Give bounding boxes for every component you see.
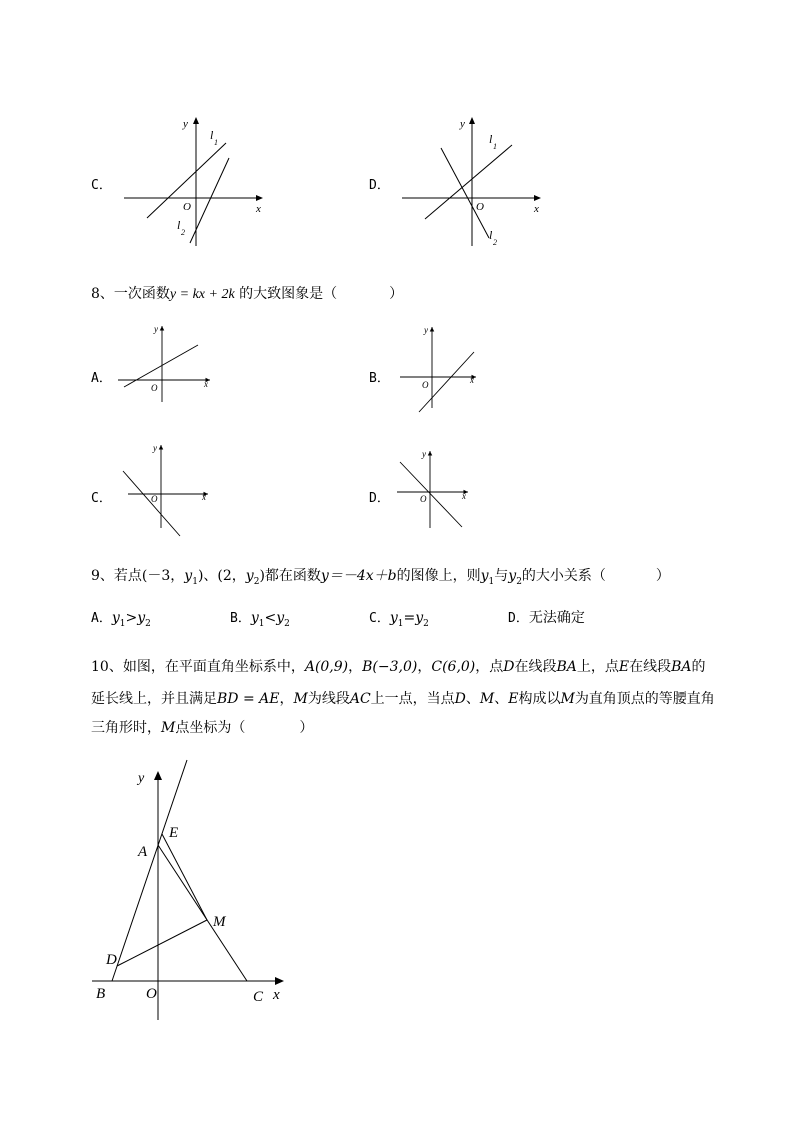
x-axis-label: x (204, 379, 208, 389)
origin-label: O (151, 494, 158, 504)
origin-label: O (422, 380, 429, 390)
subscript: 1 (192, 576, 198, 587)
fig-label-o: O (146, 986, 157, 1002)
stem-text: 一次函数 (113, 286, 170, 302)
y1: y (111, 610, 120, 626)
point-c: C(6,0) (431, 659, 476, 675)
q8-option-a-label[interactable]: A． (91, 371, 112, 386)
condition: BD = AE (217, 691, 280, 707)
subscript: 2 (284, 618, 290, 629)
relation: > (125, 610, 138, 626)
stem-text: 在线段 (514, 659, 557, 675)
stem-text: 、 (465, 691, 480, 707)
question-number: 9、 (91, 568, 114, 584)
y1: y (250, 610, 259, 626)
y1: y (389, 610, 398, 626)
l2-label: l (489, 228, 493, 242)
fig-label-x: x (273, 987, 280, 1003)
comma: ， (348, 659, 363, 675)
l1-subscript: 1 (493, 142, 497, 151)
subscript: 2 (423, 618, 429, 629)
x-axis-label: x (202, 492, 206, 502)
q8-option-c-label[interactable]: C． (91, 491, 112, 506)
stem-text: 在线段 (629, 659, 672, 675)
stem-text: 与 (494, 568, 509, 584)
y-axis-label: y (183, 118, 188, 130)
origin-label: O (151, 383, 158, 393)
relation: = (403, 610, 416, 626)
option-label: D． (508, 611, 529, 626)
paren-close: ） (389, 286, 404, 302)
formula: y = kx + 2k (169, 287, 235, 302)
stem-text: 为线段 (307, 691, 350, 707)
point-e: E (508, 691, 519, 707)
fig-label-b: B (96, 986, 106, 1002)
point-e: E (618, 659, 630, 675)
comma: ， (417, 659, 432, 675)
line-ba-extended (112, 760, 187, 981)
point-b: B(−3,0) (362, 659, 418, 675)
subscript: 2 (516, 576, 522, 587)
stem-text: 、 (494, 691, 509, 707)
point-m: M (293, 691, 308, 707)
x-axis-label: x (470, 375, 474, 385)
subscript: 2 (253, 576, 260, 587)
point-m: M (161, 720, 176, 736)
subscript: 1 (119, 618, 126, 629)
stem-text: 点 (489, 659, 504, 675)
formula: y＝－4x＋b (320, 568, 397, 584)
l2-label: l (177, 218, 181, 232)
stem-text: )都在函数 (259, 568, 321, 584)
y1: y (480, 568, 489, 584)
fig-label-m: M (213, 914, 226, 930)
stem-text: 如图，在平面直角坐标系中， (122, 659, 305, 675)
y2: y (276, 610, 285, 626)
point-a: A(0,9) (304, 659, 349, 675)
stem-text: 延长线上，并且满足 (91, 691, 217, 707)
stem-text: 若点(－3， (113, 568, 185, 584)
l1-subscript: 1 (214, 138, 218, 147)
stem-text: 上一点，当点 (370, 691, 455, 707)
option-text: 无法确定 (528, 610, 585, 626)
subscript: 1 (397, 618, 404, 629)
point-d: D (454, 691, 466, 707)
y2: y (137, 610, 146, 626)
y-axis-label: y (154, 324, 158, 334)
paren-close: ） (655, 568, 670, 584)
point-m: M (479, 691, 495, 707)
y1: y (184, 568, 193, 584)
stem-text: 为直角顶点的等腰直角 (574, 691, 715, 707)
fig-label-e: E (169, 825, 179, 841)
segment-ac (158, 845, 247, 981)
segment-ac: AC (349, 691, 371, 707)
y-axis-label: y (153, 443, 157, 453)
option-label: B． (230, 611, 251, 626)
x-axis-label: x (256, 203, 261, 215)
q8-option-d-label[interactable]: D． (369, 491, 390, 506)
point-d: D (503, 659, 515, 675)
origin-label: O (420, 494, 427, 504)
question-number: 8、 (91, 286, 114, 302)
stem-text: )、(2， (197, 568, 246, 584)
stem-text: 的大小关系（ (521, 568, 606, 584)
paren-close: ） (299, 720, 314, 736)
origin-label: O (183, 201, 191, 213)
q7-option-d-label[interactable]: D． (369, 178, 390, 193)
l1-label: l (489, 132, 493, 146)
q7-option-c-label[interactable]: C． (91, 178, 112, 193)
fig-label-d: D (106, 952, 117, 968)
stem-text: ， (279, 691, 294, 707)
y-axis-label: y (460, 118, 465, 130)
y-axis-label: y (424, 325, 428, 335)
stem-text: 三角形时， (91, 720, 161, 736)
subscript: 1 (488, 576, 495, 587)
segment-em (162, 834, 207, 920)
option-label: C． (369, 611, 390, 626)
subscript: 1 (258, 618, 265, 629)
fig-label-c: C (253, 989, 264, 1005)
fig-label-a: A (138, 844, 148, 860)
option-label: A． (91, 611, 112, 626)
y2: y (245, 568, 254, 584)
point-m: M (560, 691, 575, 707)
stem-text: 的大致图象是（ (239, 286, 338, 302)
stem-text: 上，点 (576, 659, 619, 675)
comma: ， (475, 659, 490, 675)
l1-label: l (210, 128, 214, 142)
y-axis-label: y (422, 449, 426, 459)
segment-ba: BA (671, 659, 692, 675)
fig-label-y: y (138, 771, 145, 786)
segment-ba: BA (556, 659, 577, 675)
x-axis-label: x (462, 491, 466, 501)
subscript: 2 (145, 618, 151, 629)
y2: y (415, 610, 424, 626)
l2-subscript: 2 (181, 228, 185, 237)
relation: < (264, 610, 277, 626)
stem-text: 的 (691, 659, 706, 675)
stem-text: 构成以 (518, 691, 561, 707)
stem-text: 的图像上，则 (396, 568, 481, 584)
x-axis-label: x (534, 203, 539, 215)
q8-option-b-label[interactable]: B． (369, 371, 390, 386)
origin-label: O (476, 201, 484, 213)
stem-text: 点坐标为（ (175, 720, 246, 736)
question-number: 10、 (91, 659, 123, 675)
l2-subscript: 2 (493, 238, 497, 247)
y2: y (508, 568, 517, 584)
